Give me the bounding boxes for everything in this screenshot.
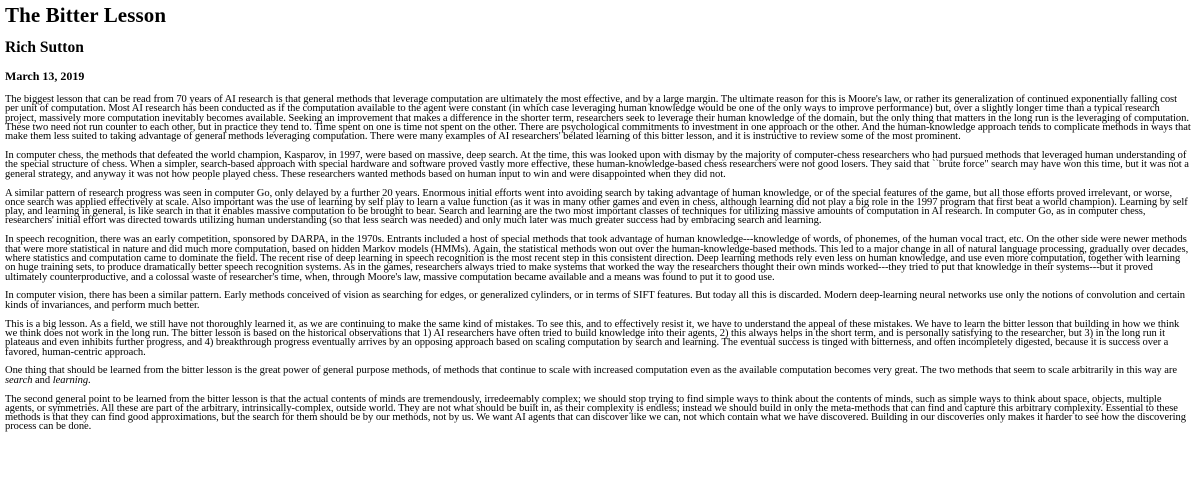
emphasis-search: search — [5, 374, 33, 386]
paragraph-8: The second general point to be learned from the bitter lesson is that the actual contents of minds are tremendously, irredeemably complex; we should stop trying to find simple ways to think about the contents of minds, such as simple ways to think about space, objects, multiple agents, or symmetries. All these are part of the arbitrary, intrinsically-complex, outside world. They are not what should be built in, as their complexity is endless; instead we should build in only the meta-methods that can find and capture this arbitrary complexity. Essential to these methods is that they can find good approximations, but the search for them should be by our methods, not by us. We want AI agents that can discover like we can, not which contain what we have discovered. Building in our discoveries only makes it harder to see how the discovering process can be done. — [5, 393, 1186, 433]
paragraph-6: This is a big lesson. As a field, we still have not thoroughly learned it, as we are continuing to make the same kind of mistakes. To see this, and to effectively resist it, we have to understand the appeal of these mistakes. We have to learn the bitter lesson that building in how we think we think does not work in the long run. The bitter lesson is based on the historical observations that 1) AI researchers have often tried to build knowledge into their agents, 2) this always helps in the short term, and is personally satisfying to the researcher, but 3) in the long run it plateaus and even inhibits further progress, and 4) breakthrough progress eventually arrives by an opposing approach based on scaling computation by search and learning. The eventual success is tinged with bitterness, and often incompletely digested, because it is success over a favored, human-centric approach. — [5, 318, 1180, 358]
paragraph-7-text-c: . — [88, 374, 91, 386]
paragraph-2: In computer chess, the methods that defeated the world champion, Kasparov, in 1997, were based on massive, deep search. At the time, this was looked upon with dismay by the majority of computer-chess researchers who had pursued methods that leveraged human understanding of the special structure of chess. When a simpler, search-based approach with special hardware and software proved vastly more effective, these human-knowledge-based chess researchers were not good losers. They said that ``brute force" search may have won this time, but it was not a general strategy, and anyway it was not how people played chess. These researchers wanted methods based on human input to win and were disappointed when they did not. — [5, 150, 1189, 180]
paragraph-5: In computer vision, there has been a similar pattern. Early methods conceived of vision as searching for edges, or generalized cylinders, or in terms of SIFT features. But today all this is discarded. Modern deep-learning neural networks use only the notions of convolution and certain kinds of invariances, and perform much better. — [5, 290, 1185, 311]
paragraph-7-text-b: and — [32, 374, 53, 386]
paragraph-4: In speech recognition, there was an early competition, sponsored by DARPA, in the 1970s. Entrants included a host of special methods that took advantage of human knowledge---knowledge of words, of phonemes, of the human vocal tract, etc. On the other side were newer methods that were more statistical in nature and did much more computation, based on hidden Markov models (HMMs). Again, the statistical methods won out over the human-knowledge-based methods. This led to a major change in all of natural language processing, gradually over decades, where statistics and computation came to dominate the field. The recent rise of deep learning in speech recognition is the most recent step in this consistent direction. Deep learning methods rely even less on human knowledge, and use even more computation, together with learning on huge training sets, to produce dramatically better speech recognition systems. As in the games, researchers always tried to make systems that worked the way the researchers thought their own minds worked---they tried to put that knowledge in their systems---but it proved ultimately counterproductive, and a colossal waste of researcher's time, when, through Moore's law, massive computation became available and a means was found to put it to good use. — [5, 234, 1189, 283]
page-title: The Bitter Lesson — [5, 3, 167, 27]
author-name: Rich Sutton — [5, 39, 84, 56]
paragraph-7-text-a: One thing that should be learned from the bitter lesson is the great power of general purpose methods, of methods that continue to scale with increased computation even as the available computation becomes very great. The two methods that seem to scale arbitrarily in this way are — [5, 365, 1177, 377]
paragraph-3: A similar pattern of research progress was seen in computer Go, only delayed by a further 20 years. Enormous initial efforts went into avoiding search by taking advantage of human knowledge, or of the special features of the game, but all those efforts proved irrelevant, or worse, once search was applied effectively at scale. Also important was the use of learning by self play to learn a value function (as it was in many other games and even in chess, although learning did not play a big role in the 1997 program that first beat a world champion). Learning by self play, and learning in general, is like search in that it enables massive computation to be brought to bear. Search and learning are the two most important classes of techniques for utilizing massive amounts of computation in AI research. In computer Go, as in computer chess, researchers' initial effort was directed towards utilizing human understanding (so that less search was needed) and only much later was much greater success had by embracing search and learning. — [5, 187, 1188, 227]
paragraph-7 — [5, 366, 1192, 385]
emphasis-learning: learning — [52, 374, 89, 386]
paragraph-1: The biggest lesson that can be read from 70 years of AI research is that general methods that leverage computation are ultimately the most effective, and by a large margin. The ultimate reason for this is Moore's law, or rather its generalization of continued exponentially falling cost per unit of computation. Most AI research has been conducted as if the computation available to the agent were constant (in which case leveraging human knowledge would be one of the only ways to improve performance) but, over a slightly longer time than a typical research project, massively more computation inevitably becomes available. Seeking an improvement that makes a difference in the shorter term, researchers seek to leverage their human knowledge of the domain, but the only thing that matters in the long run is the leveraging of computation. These two need not run counter to each other, but in practice they tend to. Time spent on one is time not spent on the other. There are psychological commitments to investment in one approach or the other. And the human-knowledge approach tends to complicate methods in ways that make them less suited to taking advantage of general methods leveraging computation. There were many examples of AI researchers' belated learning of this bitter lesson, and it is instructive to review some of the most prominent. — [5, 94, 1191, 143]
article — [0, 3, 1200, 432]
publish-date: March 13, 2019 — [5, 69, 85, 83]
